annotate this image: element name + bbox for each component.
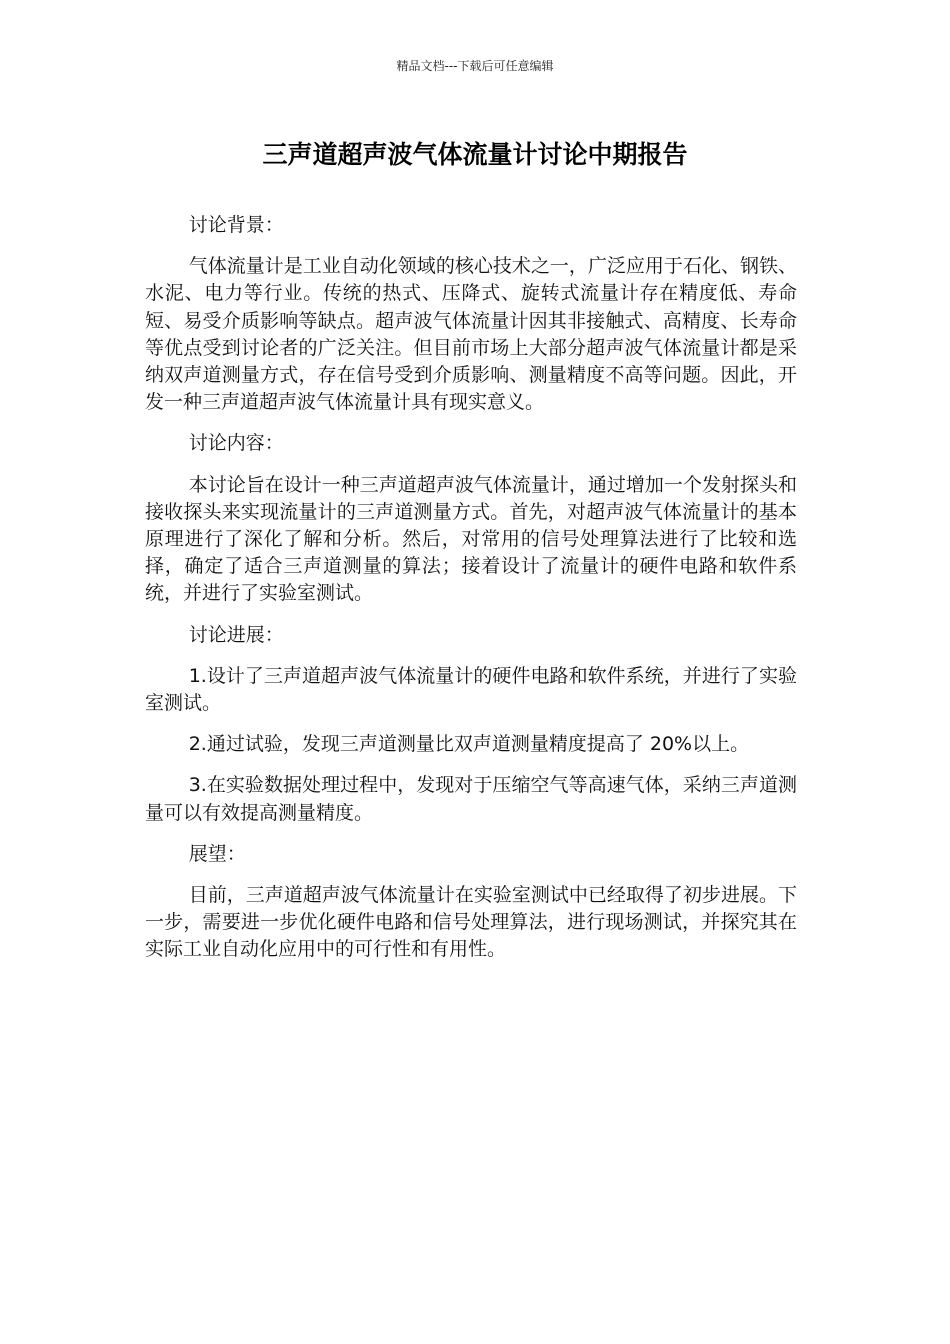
section-heading-content: 讨论内容： [188,432,284,455]
paragraph-outlook: 目前，三声道超声波气体流量计在实验室测试中已经取得了初步进展。下一步，需要进一步优化硬件电路和信号处理算法，进行现场测试，并探究其在实际工业自动化应用中的可行性和有用性。 [145,884,797,961]
document-title: 三声道超声波气体流量计讨论中期报告 [262,140,688,169]
section-heading-background: 讨论背景： [188,214,284,236]
page-header: 精品文档---下载后可任意编辑 [396,59,554,73]
progress-item-3: 3.在实验数据处理过程中，发现对于压缩空气等高速气体，采纳三声道测量可以有效提高测量精度。 [145,774,797,824]
paragraph-content: 本讨论旨在设计一种三声道超声波气体流量计，通过增加一个发射探头和接收探头来实现流量计的三声道测量方式。首先，对超声波气体流量计的基本原理进行了深化了解和分析。然后，对常用的信号处理算法进行了比较和选择，确定了适合三声道测量的算法；接着设计了流量计的硬件电路和软件系统，并进行了实验室测试。 [145,473,797,605]
progress-item-2: 2.通过试验，发现三声道测量比双声道测量精度提高了 20%以上。 [188,733,750,756]
paragraph-background: 气体流量计是工业自动化领域的核心技术之一，广泛应用于石化、钢铁、水泥、电力等行业。传统的热式、压降式、旋转式流量计存在精度低、寿命短、易受介质影响等缺点。超声波气体流量计因其非接触式、高精度、长寿命等优点受到讨论者的广泛关注。但目前市场上大部分超声波气体流量计都是采纳双声道测量方式，存在信号受到介质影响、测量精度不高等问题。因此，开发一种三声道超声波气体流量计具有现实意义。 [145,255,797,414]
document-body [145,212,797,978]
section-heading-progress: 讨论进展： [188,623,284,646]
progress-item-1: 1.设计了三声道超声波气体流量计的硬件电路和软件系统，并进行了实验室测试。 [145,664,797,715]
section-heading-outlook: 展望： [188,842,246,865]
